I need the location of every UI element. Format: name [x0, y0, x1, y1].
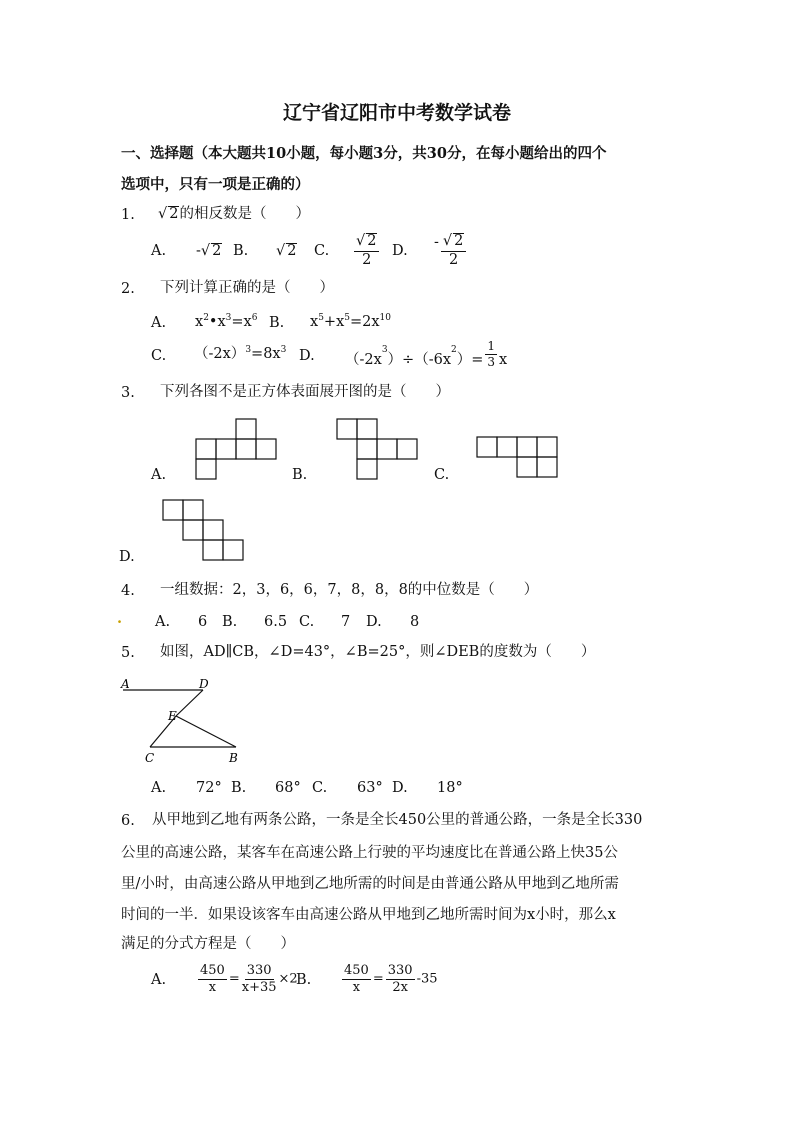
q2-option-c: $(-2x)^3=8x^3$ — [194, 345, 287, 362]
q2-option-d: $(-2x^3)\div(-6x^2)=$ $\frac{1}{3}$ x — [345, 339, 508, 369]
q1-c-radicand: 2 — [367, 233, 377, 249]
q5-option-b-label: B. — [231, 780, 247, 796]
q4-stem: 一组数据：2，3，6，6，7，8，8，8的中位数是（ ） — [160, 582, 539, 598]
q2-option-d-label: D. — [299, 348, 315, 364]
q1-d-sign: - — [434, 234, 439, 251]
q6-option-a-label: A. — [151, 972, 167, 988]
page-title: 辽宁省辽阳市中考数学试卷 — [282, 102, 511, 124]
q1-stem: √ 2的相反数是（ ） — [158, 206, 310, 222]
label-b: B — [229, 751, 238, 765]
q1-stem-text: 的相反数是（ ） — [179, 206, 310, 222]
line-eb — [176, 716, 236, 747]
q1-d-radicand: 2 — [454, 233, 464, 249]
q5-stem: 如图，AD∥CB，∠D=43°，∠B=25°，则∠DEB的度数为（ ） — [160, 644, 596, 660]
q3-option-a-label: A. — [151, 467, 167, 483]
q1-d-denominator: 2 — [449, 251, 459, 268]
section-header-line1: 一、选择题（本大题共10小题，每小题3分，共30分，在每小题给出的四个 — [121, 145, 607, 162]
q6-line-3: 里/小时，由高速公路从甲地到乙地所需的时间是由普通公路从甲地到乙地所需 — [121, 876, 619, 892]
q4-option-c-label: C. — [299, 614, 315, 630]
q2-stem: 下列计算正确的是（ ） — [160, 280, 334, 296]
q6-line-4: 时间的一半．如果设该客车由高速公路从甲地到乙地所需时间为x小时，那么x — [121, 907, 616, 923]
q5-option-b: 68° — [275, 780, 301, 796]
q1-option-d-label: D. — [392, 243, 408, 259]
q3-number: 3. — [121, 385, 135, 401]
label-c: C — [145, 751, 155, 765]
q4-mark: . — [117, 610, 123, 627]
q5-option-c-label: C. — [312, 780, 328, 796]
q1-number: 1. — [121, 207, 135, 223]
section-header-line2: 选项中，只有一项是正确的） — [121, 176, 310, 193]
q2-option-c-label: C. — [151, 348, 167, 364]
q3-stem: 下列各图不是正方体表面展开图的是（ ） — [160, 384, 450, 400]
q5-option-c: 63° — [357, 780, 383, 796]
q4-option-d: 8 — [410, 614, 420, 630]
q1-option-c-label: C. — [314, 243, 330, 259]
q6-number: 6. — [121, 813, 135, 829]
q6-option-a: $\frac{450}{x}$ = $\frac{330}{x+35}$ ×2 — [200, 963, 298, 995]
q3-option-b-label: B. — [292, 467, 308, 483]
q2-number: 2. — [121, 281, 135, 297]
q6-line-2: 公里的高速公路，某客车在高速公路上行驶的平均速度比在普通公路上快35公 — [121, 845, 618, 861]
q4-option-d-label: D. — [366, 614, 382, 630]
q4-option-b: 6.5 — [264, 614, 288, 630]
q1-a-sign: - — [196, 243, 201, 259]
q1-a-radicand: 2 — [212, 243, 222, 259]
q3-figure-b — [337, 418, 419, 480]
q4-option-a-label: A. — [155, 614, 171, 630]
label-a: A — [121, 677, 130, 691]
q4-option-c: 7 — [341, 614, 351, 630]
q5-option-a: 72° — [196, 780, 222, 796]
label-d: D — [199, 677, 209, 691]
q1-option-b-label: B. — [233, 243, 249, 259]
q6-line-1: 从甲地到乙地有两条公路，一条是全长450公里的普通公路，一条是全长330 — [152, 812, 643, 828]
q2-option-a: $x^2•x^3=x^6$ — [195, 313, 258, 330]
q1-option-a: -√ 2 — [196, 243, 222, 259]
q5-option-d: 18° — [437, 780, 463, 796]
q1-b-radicand: 2 — [287, 243, 297, 259]
q5-figure — [118, 676, 248, 768]
q3-figure-c — [477, 436, 559, 478]
q1-option-c: $\frac{√ 2}{2}$ — [352, 233, 381, 268]
q3-figure-a — [196, 418, 278, 480]
label-e: E — [168, 709, 177, 723]
q4-option-a: 6 — [198, 614, 208, 630]
q2-option-b-label: B. — [269, 315, 285, 331]
q3-option-d-label: D. — [119, 549, 135, 565]
q5-number: 5. — [121, 645, 135, 661]
q3-figure-d — [163, 499, 245, 561]
q4-number: 4. — [121, 583, 135, 599]
q6-option-b: $\frac{450}{x}$ = $\frac{330}{2x}$ -35 — [344, 963, 438, 995]
q5-option-a-label: A. — [151, 780, 167, 796]
q2-option-b: $x^5+x^5=2x^{10}$ — [310, 313, 391, 330]
q5-option-d-label: D. — [392, 780, 408, 796]
q4-option-b-label: B. — [222, 614, 238, 630]
q1-option-b: √ 2 — [276, 243, 297, 259]
q1-radicand: 2 — [169, 206, 179, 222]
q6-option-b-label: B. — [296, 972, 312, 988]
q1-c-denominator: 2 — [362, 251, 372, 268]
q6-line-5: 满足的分式方程是（ ） — [121, 936, 295, 952]
line-de — [176, 690, 203, 716]
q2-option-a-label: A. — [151, 315, 167, 331]
q3-option-c-label: C. — [434, 467, 450, 483]
q1-option-a-label: A. — [151, 243, 167, 259]
q1-option-d: - $\frac{√ 2}{2}$ — [434, 233, 468, 268]
